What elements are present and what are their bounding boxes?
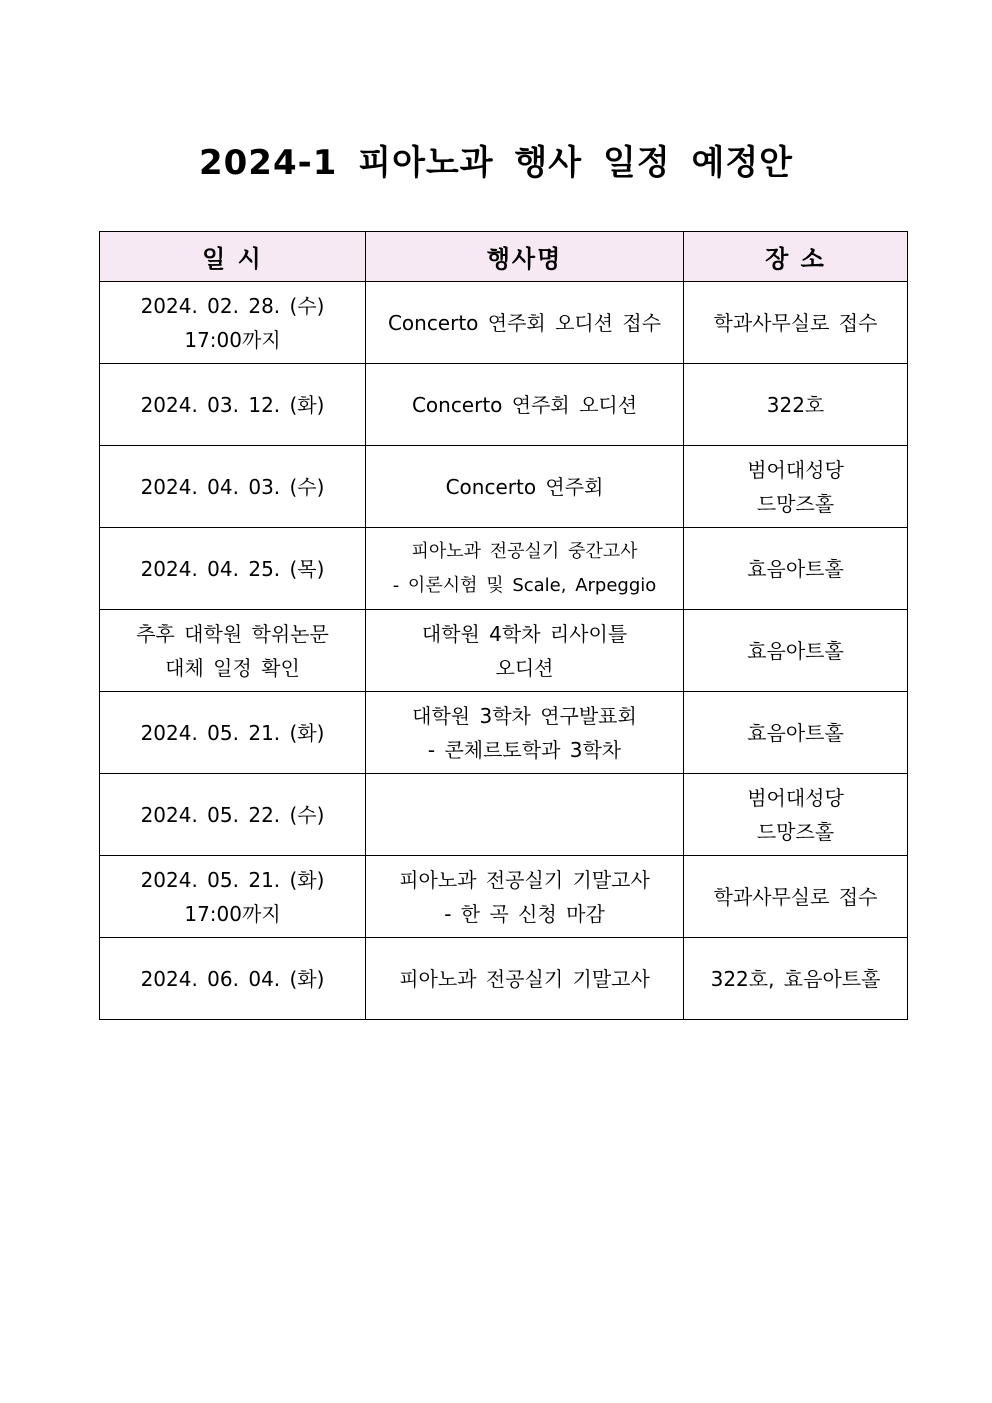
table-row xyxy=(100,856,908,938)
cell-line: Concerto 연주회 오디션 xyxy=(411,392,638,417)
cell-date xyxy=(100,364,366,446)
table-row xyxy=(100,528,908,610)
table-row xyxy=(100,692,908,774)
cell-place xyxy=(684,938,908,1020)
cell-line: 대학원 4학차 리사이틀 xyxy=(421,621,628,646)
cell-date xyxy=(100,774,366,856)
cell-line: 2024. 05. 21. (화) xyxy=(140,720,325,745)
cell-date xyxy=(100,282,366,364)
cell-place xyxy=(684,774,908,856)
cell-line: 피아노과 전공실기 기말고사 xyxy=(399,867,650,892)
cell-place xyxy=(684,446,908,528)
cell-date xyxy=(100,692,366,774)
cell-line: 322호 xyxy=(766,392,825,417)
cell-date xyxy=(100,610,366,692)
table-header-row xyxy=(100,232,908,282)
cell-line: 범어대성당 xyxy=(747,457,844,482)
cell-line: 학과사무실로 접수 xyxy=(713,310,878,335)
cell-line: - 한 곡 신청 마감 xyxy=(444,901,605,926)
cell-date xyxy=(100,446,366,528)
cell-date xyxy=(100,938,366,1020)
cell-event xyxy=(366,446,684,528)
table-row xyxy=(100,938,908,1020)
cell-line: Concerto 연주회 오디션 접수 xyxy=(387,310,662,335)
cell-line: 2024. 05. 22. (수) xyxy=(140,802,325,827)
cell-place xyxy=(684,528,908,610)
cell-line: 효음아트홀 xyxy=(747,556,844,581)
page-title: 2024-1 피아노과 행사 일정 예정안 xyxy=(198,143,794,183)
cell-line: 범어대성당 xyxy=(747,785,844,810)
table-row xyxy=(100,446,908,528)
cell-line: - 이론시험 및 Scale, Arpeggio xyxy=(392,574,657,596)
cell-line: 드망즈홀 xyxy=(756,491,835,516)
cell-line: 17:00까지 xyxy=(184,327,281,352)
cell-place xyxy=(684,856,908,938)
cell-line: 17:00까지 xyxy=(184,901,281,926)
header-place: 장 소 xyxy=(684,232,908,282)
table-row xyxy=(100,282,908,364)
cell-line: 효음아트홀 xyxy=(747,720,844,745)
table-row xyxy=(100,774,908,856)
header-event: 행사명 xyxy=(366,232,684,282)
cell-line: 오디션 xyxy=(495,655,554,680)
cell-event xyxy=(366,856,684,938)
cell-line: 2024. 05. 21. (화) xyxy=(140,867,325,892)
cell-line: 효음아트홀 xyxy=(747,638,844,663)
cell-line: Concerto 연주회 xyxy=(445,474,604,499)
cell-place xyxy=(684,282,908,364)
cell-event xyxy=(366,692,684,774)
cell-line: 2024. 06. 04. (화) xyxy=(140,966,325,991)
cell-line: 학과사무실로 접수 xyxy=(713,884,878,909)
cell-line: 2024. 03. 12. (화) xyxy=(140,392,325,417)
cell-line: 2024. 02. 28. (수) xyxy=(140,293,325,318)
cell-place xyxy=(684,692,908,774)
cell-line: 2024. 04. 03. (수) xyxy=(140,474,325,499)
table-row xyxy=(100,364,908,446)
cell-line: 피아노과 전공실기 기말고사 xyxy=(399,966,650,991)
cell-event xyxy=(366,938,684,1020)
cell-date xyxy=(100,528,366,610)
cell-event xyxy=(366,282,684,364)
cell-event xyxy=(366,774,684,856)
cell-place xyxy=(684,364,908,446)
cell-line: 대체 일정 확인 xyxy=(165,655,300,680)
cell-date xyxy=(100,856,366,938)
cell-event xyxy=(366,364,684,446)
cell-event xyxy=(366,610,684,692)
cell-line: 322호, 효음아트홀 xyxy=(710,966,881,991)
cell-line: 대학원 3학차 연구발표회 xyxy=(412,703,637,728)
cell-line: - 콘체르토학과 3학차 xyxy=(427,737,622,762)
table-row xyxy=(100,610,908,692)
cell-line: 2024. 04. 25. (목) xyxy=(140,556,325,581)
cell-line: 드망즈홀 xyxy=(756,819,835,844)
schedule-table xyxy=(99,231,908,1020)
header-date: 일 시 xyxy=(100,232,366,282)
cell-place xyxy=(684,610,908,692)
cell-event xyxy=(366,528,684,610)
cell-line: 피아노과 전공실기 중간고사 xyxy=(411,540,638,562)
cell-line: 추후 대학원 학위논문 xyxy=(136,621,329,646)
